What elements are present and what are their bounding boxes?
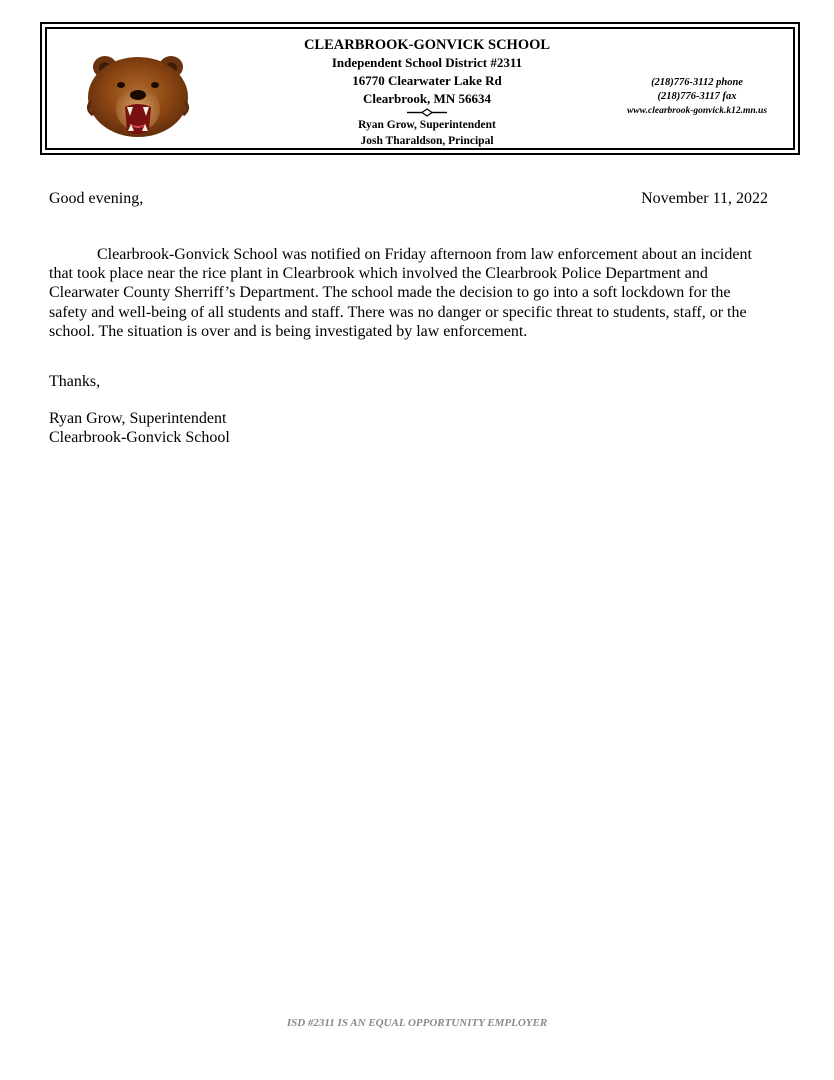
letterhead-inner-border	[45, 27, 795, 150]
phone-number: (218)776-3112 phone	[651, 77, 743, 88]
letter-closing: Thanks,	[49, 373, 101, 390]
school-info-block	[247, 37, 607, 149]
fax-number: (218)776-3117 fax	[657, 91, 737, 102]
footer-eoe-statement: ISD #2311 IS AN EQUAL OPPORTUNITY EMPLOYER	[286, 1017, 548, 1029]
contact-info-block	[597, 76, 797, 118]
signature-organization: Clearbrook-Gonvick School	[49, 429, 230, 446]
diamond-divider-icon	[407, 108, 447, 117]
school-name: CLEARBROOK-GONVICK SCHOOL	[303, 37, 551, 53]
letter-date: November 11, 2022	[641, 190, 768, 207]
district-name: Independent School District #2311	[331, 55, 523, 70]
letter-body-paragraph: Clearbrook-Gonvick School was notified on Friday afternoon from law enforcement about an incident that took place near the rice plant in Clearbrook which involved the Clearbrook Police Department and Clearwater County Sherriff’s Department. The school made the decision to go into a soft lockdown for the safety and well-being of all students and staff. There was no danger or specific threat to students, staff, or the school. The situation is over and is being investigated by law enforcement.	[49, 246, 752, 340]
signature-name: Ryan Grow, Superintendent	[49, 410, 227, 427]
letter-greeting: Good evening,	[49, 190, 144, 207]
bear-mascot-logo	[83, 49, 193, 141]
city-state-zip: Clearbrook, MN 56634	[363, 91, 491, 106]
website-url: www.clearbrook-gonvick.k12.mn.us	[626, 106, 768, 116]
principal-name: Josh Tharaldson, Principal	[360, 135, 494, 147]
letter-signature	[49, 409, 230, 447]
superintendent-name: Ryan Grow, Superintendent	[358, 119, 496, 131]
letterhead	[40, 22, 800, 155]
street-address: 16770 Clearwater Lake Rd	[352, 73, 502, 88]
